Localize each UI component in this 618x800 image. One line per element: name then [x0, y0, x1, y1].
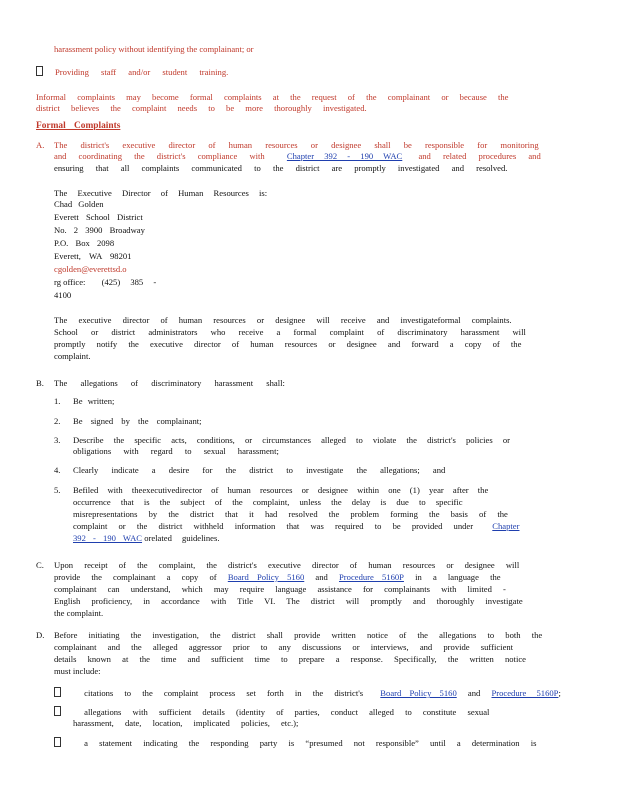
section-d-label: D. [36, 630, 45, 640]
contact-address: No. 2 3900 Broadway [54, 225, 145, 235]
informal-line2: district believes the complaint needs to be more thoroughly investigated. [36, 103, 367, 113]
list-item: 2. [54, 416, 61, 426]
formal-complaints-heading: Formal Complaints [36, 121, 121, 131]
list-item: 1. [54, 396, 61, 406]
section-d-l2: complainant and the alleged aggressor prior to any discussions or interviews, and provide sufficient [54, 642, 514, 652]
list-item-text: misrepresentations by the district that it had resolved the problem forming the basis of the [73, 509, 508, 519]
list-item-text: 392 - 190 WAC orelated guidelines. [73, 533, 220, 543]
chapter-link-b[interactable]: Chapter [492, 521, 520, 531]
section-c-label: C. [36, 560, 44, 570]
section-c-l4: English proficiency, in accordance with Title VI. The district will promptly and thoroughly investigate [54, 596, 523, 606]
contact-phone: rg office: (425) 385 - [54, 277, 157, 287]
notice-bullet-2: allegations with sufficient details (identity of parties, conduct alleged to constitute sexual [54, 706, 489, 718]
section-a-line2: and coordinating the district's compliance with Chapter 392 - 190 WAC and related procedures and [54, 151, 541, 161]
list-item-text: Describe the specific acts, conditions, or circumstances alleged to violate the district's policies or [73, 435, 511, 445]
section-a-label: A. [36, 140, 45, 150]
list-item-text: Be signed by the complainant; [73, 416, 202, 426]
list-item: 3. [54, 435, 61, 445]
notice-bullet-3: a statement indicating the responding party is “presumed not responsible” until a determination is [54, 737, 536, 749]
section-b-label: B. [36, 378, 44, 388]
bullet-box-icon [54, 706, 61, 716]
wac-link-b[interactable]: 392 - 190 WAC [73, 533, 143, 543]
contact-city: Everett, WA 98201 [54, 251, 132, 261]
list-item: 5. [54, 485, 61, 495]
bullet-training: Providing staff and/or student training. [36, 66, 228, 78]
list-item-text: complaint or the district withheld information that was required to be provided under Chapter [73, 521, 520, 531]
section-a-para2-l4: complaint. [54, 351, 91, 361]
section-a-para2-l2: School or district administrators who receive a formal complaint of discriminatory harassment will [54, 327, 526, 337]
section-a-para2-l1: The executive director of human resources or designee will receive and investigateformal complaints. [54, 315, 512, 325]
section-a-line1: The district's executive director of human resources or designee shall be responsible for monitoring [54, 140, 539, 150]
procedure-link-d[interactable]: Procedure 5160P [491, 688, 559, 698]
bullet-box-icon [54, 737, 61, 747]
section-d-l1: Before initiating the investigation, the district shall provide written notice of the allegations to both the [54, 630, 543, 640]
section-c-l1: Upon receipt of the complaint, the district's executive director of human resources or designee will [54, 560, 520, 570]
chapter-link[interactable]: Chapter 392 - 190 WAC [286, 151, 403, 161]
section-d-l3: details known at the time and sufficient time to prepare a response. Specifically, the written notice [54, 654, 526, 664]
board-policy-link[interactable]: Board Policy 5160 [227, 572, 305, 582]
section-d-l4: must include: [54, 666, 101, 676]
contact-email[interactable]: cgolden@everettsd.o [54, 264, 127, 274]
bullet-box-icon [54, 687, 61, 697]
contact-name: Chad Golden [54, 199, 104, 209]
list-item-text: Be written; [73, 396, 115, 406]
list-item-text: Clearly indicate a desire for the district to investigate the allegations; and [73, 465, 446, 475]
contact-phone-end: 4100 [54, 290, 72, 300]
notice-bullet-2-cont: harassment, date, location, implicated policies, etc.); [73, 718, 299, 728]
section-a-para2-l3: promptly notify the executive director of human resources or designee and forward a copy of the [54, 339, 522, 349]
bullet-box-icon [36, 66, 43, 76]
procedure-link[interactable]: Procedure 5160P [339, 572, 404, 582]
top-line: harassment policy without identifying the complainant; or [54, 44, 254, 54]
contact-intro: The Executive Director of Human Resources is: [54, 188, 268, 198]
list-item: 4. [54, 465, 61, 475]
section-c-l5: the complaint. [54, 608, 104, 618]
section-c-l3: complainant can understand, which may require language assistance for complainants with limited - [54, 584, 506, 594]
list-item-text: Befiled with theexecutivedirector of human resources or designee within one (1) year after the [73, 485, 489, 495]
section-b-intro: The allegations of discriminatory harassment shall: [54, 378, 285, 388]
contact-po-box: P.O. Box 2098 [54, 238, 115, 248]
list-item-text: obligations with regard to sexual harassment; [73, 446, 279, 456]
informal-line1: Informal complaints may become formal complaints at the request of the complainant or because the [36, 92, 509, 102]
list-item-text: occurrence that is the subject of the complaint, unless the delay is due to specific [73, 497, 463, 507]
notice-bullet-1: citations to the complaint process set forth in the district's Board Policy 5160 and Procedure 5160P; [54, 687, 561, 699]
section-a-line3: ensuring that all complaints communicated to the district are promptly investigated and resolved. [54, 163, 508, 173]
board-policy-link-d[interactable]: Board Policy 5160 [380, 688, 457, 698]
contact-org: Everett School District [54, 212, 143, 222]
section-c-l2: provide the complainant a copy of Board Policy 5160 and Procedure 5160P in a language the [54, 572, 501, 582]
